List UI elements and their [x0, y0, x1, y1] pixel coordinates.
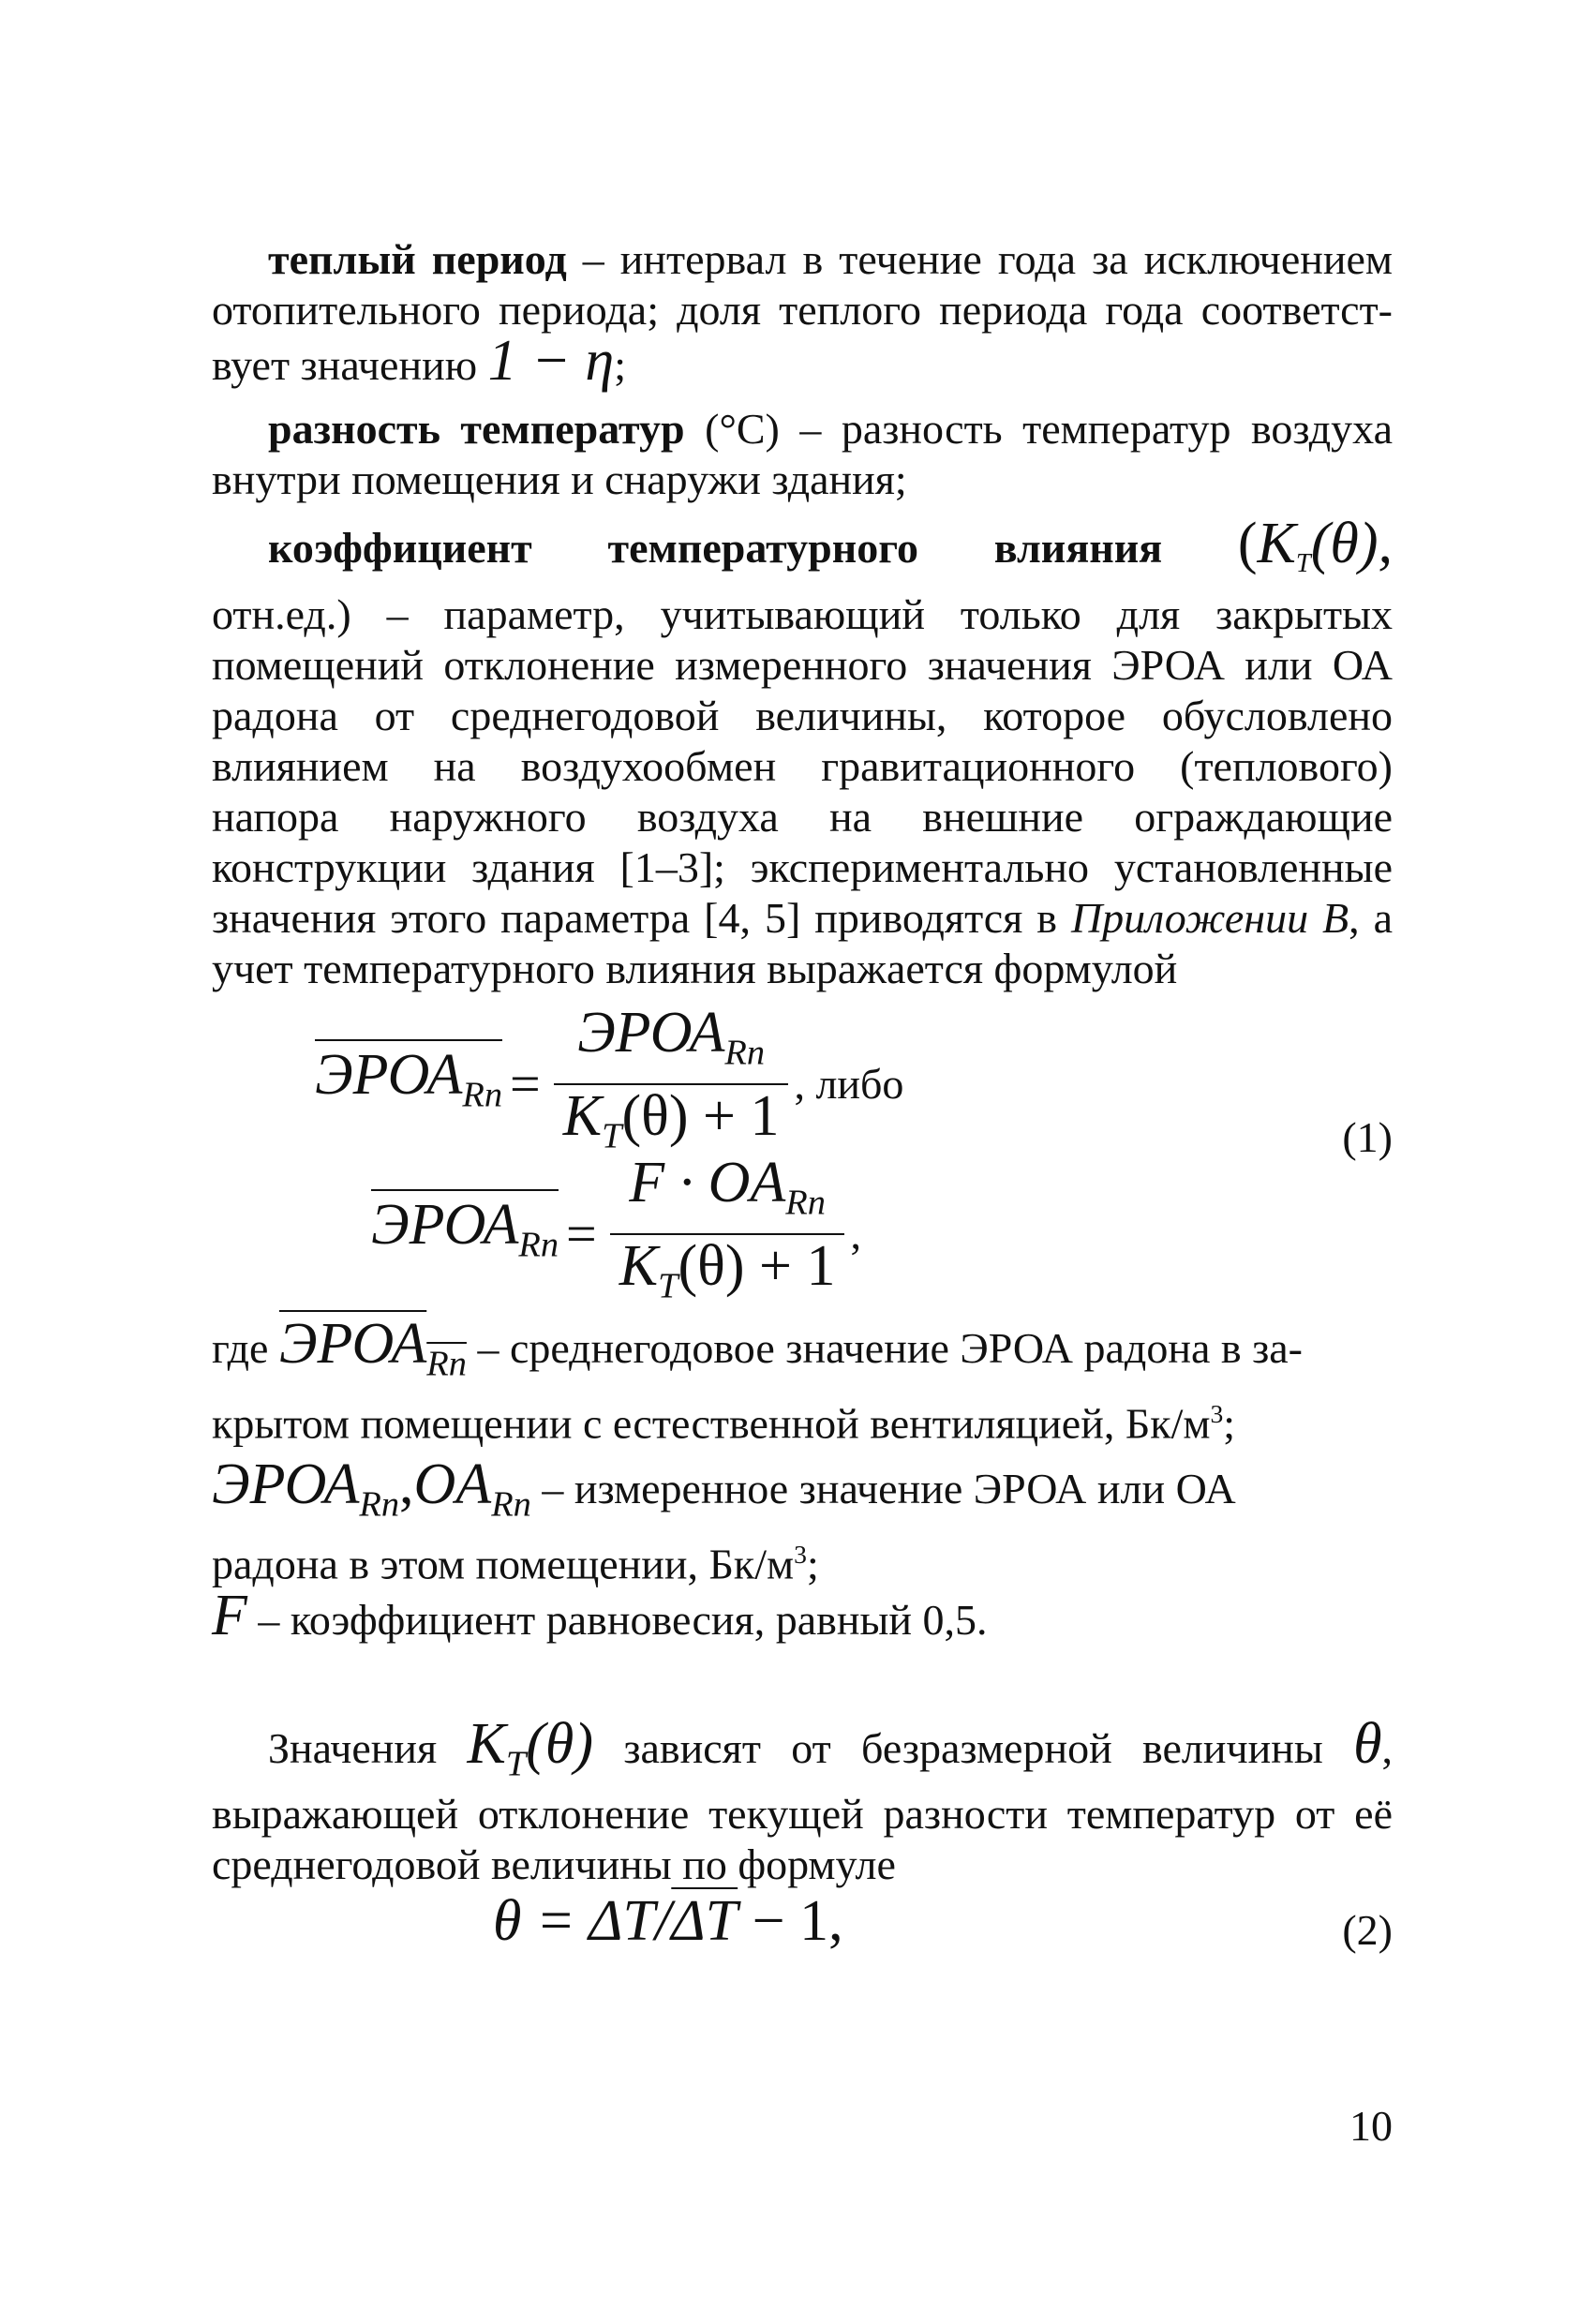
definition-text: (°С) – разность температур воздуха внутри помещения и снаружи здания; [212, 405, 1393, 503]
term-word-3: влияния [993, 524, 1163, 572]
math-kt-theta: ($K_T(\theta)$, [1237, 512, 1393, 578]
equation-number-1: (1) [1342, 1112, 1393, 1161]
formula-fraction: $\frac{F \cdot OA_{Rn}}{K_T(\theta) + 1}$ [610, 1152, 845, 1318]
formula-1-row-2: $ЭРОА_{Rn}$ = $\frac{F \cdot OA_{Rn}}{K_T(\theta) + 1}$ , [371, 1152, 861, 1318]
formula-fraction: $\frac{ЭРОА_{Rn}}{K_T(\theta) + 1}$ [554, 1002, 789, 1168]
definition-text: отн.ед.) – параметр, учитывающий только для закрытых помещений отклонение измеренного значения ЭРОА или ОА радона от среднегодовой величины, которое обусловлено влиянием на воздухообмен гравитационного (теплового) напора наружного воздуха на внешние ограждающие конструкции здания [1–3]; экспериментально установленные значения этого параметра [4, 5] приводятся в Приложении В, а учет температурного влияния выражается формулой [212, 589, 1393, 992]
symbol-definitions [212, 1311, 1393, 1647]
formula-lhs: $ЭРОА_{Rn}$ [315, 1050, 502, 1120]
definition-text: – интервал в течение года за исключением отопительного периода; доля теплого периода года соответст-вует значению [212, 235, 1393, 389]
math-one-minus-eta: 1 − η [487, 329, 615, 393]
symbol-f: F [212, 1583, 247, 1647]
math-kt-theta-inline: $K_T(\theta)$ [467, 1711, 593, 1784]
formula-1 [212, 1000, 1393, 1306]
term-temperature-difference: разность температур [268, 405, 685, 453]
formula-2-expression: $\theta = \Delta T/\overline{\Delta T} - 1$, [493, 1889, 843, 1954]
term-word-1: коэффициент [268, 524, 532, 572]
definition-mean-eeva: где $ЭРОА_{Rn}$ – среднегодовое значение ЭРОА радона в за- крытом помещении с естественной вентиляцией, $Бк/м^3$; [212, 1311, 1303, 1448]
term-word-2: температурного [607, 524, 918, 572]
symbol-mean-eeva: $ЭРОА_{Rn}$ [278, 1311, 467, 1384]
definition-warm-period [212, 234, 1393, 391]
term-warm-period: теплый период [268, 235, 567, 283]
definition-temperature-difference [212, 404, 1393, 505]
document-page [212, 234, 1393, 1971]
definition-equilibrium-factor: F – коэффициент равновесия, равный 0,5. [212, 1583, 988, 1647]
paragraph-theta: Значения $K_T(\theta)$ зависят от безразмерной величины θ, выражающей отклонение текущей разности температур от её среднегодовой величины по формуле [212, 1711, 1394, 1889]
formula-lhs: $ЭРОА_{Rn}$ [371, 1199, 559, 1270]
appendix-reference: Приложении В [1070, 893, 1349, 942]
symbol-oa: $OA_{Rn}$ [413, 1452, 531, 1525]
page-number: 10 [1349, 2102, 1393, 2150]
definition-temperature-coefficient [212, 512, 1393, 994]
math-theta: θ [1353, 1711, 1382, 1776]
punct: ; [614, 341, 626, 389]
formula-2 [212, 1889, 1393, 1971]
definition-measured-values: $ЭРОА_{Rn},OA_{Rn}$ – измеренное значение ЭРОА или ОА радона в этом помещении, $Бк/м^3$; [212, 1452, 1236, 1588]
symbol-eeva: $ЭРОА_{Rn}$ [212, 1452, 400, 1525]
formula-1-row-1: $ЭРОА_{Rn}$ = $\frac{ЭРОА_{Rn}}{K_T(\theta) + 1}$ , либо [315, 1002, 903, 1168]
term-line [212, 512, 1393, 589]
equation-number-2: (2) [1342, 1906, 1393, 1955]
